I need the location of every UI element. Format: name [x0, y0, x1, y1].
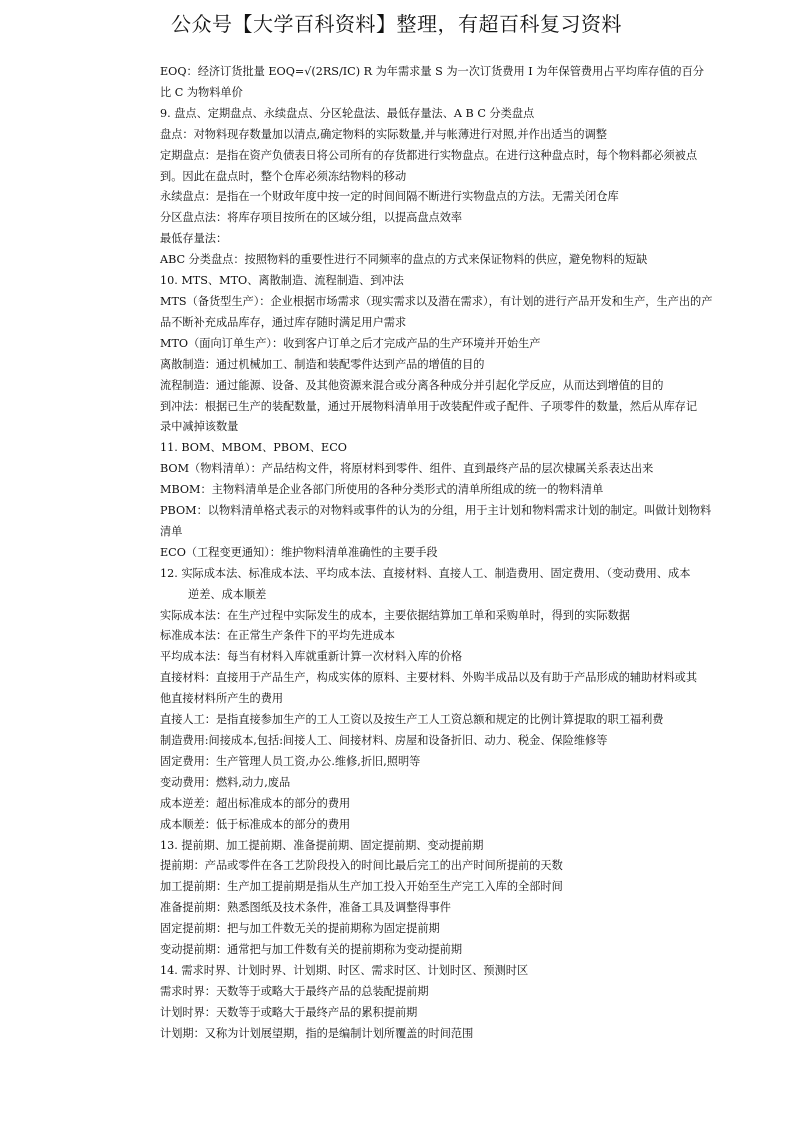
- text-line: 成本逆差：超出标准成本的部分的费用: [160, 796, 351, 810]
- text-line: 需求时界：天数等于或略大于最终产品的总装配提前期: [160, 984, 429, 998]
- text-line: 分区盘点法：将库存项目按所在的区域分组，以提高盘点效率: [160, 211, 463, 225]
- text-line: 品不断补充成品库存，通过库存随时满足用户需求: [160, 315, 407, 329]
- text-line: 固定费用：生产管理人员工资,办公.维修,折旧,照明等: [160, 754, 421, 768]
- text-line: 盘点：对物料现存数量加以清点,确定物料的实际数量,并与帐薄进行对照,并作出适当的调整: [160, 127, 607, 141]
- text-line: 变动提前期：通常把与加工件数有关的提前期称为变动提前期: [160, 943, 463, 957]
- text-line: EOQ：经济订货批量 EOQ=√(2RS/IC) R 为年需求量 S 为一次订货费用 I 为年保管费用占平均库存值的百分: [160, 65, 704, 78]
- text-line: 流程制造：通过能源、设备、及其他资源来混合或分离各种成分并引起化学反应，从而达到增值的目的: [160, 378, 664, 392]
- text-line: 变动费用：燃料,动力,废品: [160, 775, 291, 789]
- text-line: 制造费用:间接成本,包括:间接人工、间接材料、房屋和设备折旧、动力、税金、保险维修等: [160, 734, 608, 747]
- text-line: MBOM：主物料清单是企业各部门所使用的各种分类形式的清单所组成的统一的物料清单: [160, 483, 604, 497]
- text-line: MTO（面向订单生产）：收到客户订单之后才完成产品的生产环境并开始生产: [160, 336, 541, 350]
- text-line: 实际成本法：在生产过程中实际发生的成本，主要依据结算加工单和采购单时，得到的实际数据: [160, 608, 630, 622]
- text-line: 加工提前期：生产加工提前期是指从生产加工投入开始至生产完工入库的全部时间: [160, 880, 563, 894]
- text-line: ECO（工程变更通知）：维护物料清单准确性的主要手段: [160, 545, 438, 559]
- text-line: 离散制造：通过机械加工、制造和装配零件达到产品的增值的目的: [160, 357, 485, 371]
- text-line: 比 C 为物料单价: [160, 85, 243, 99]
- text-line: 他直接材料所产生的费用: [160, 692, 284, 706]
- text-line: 12. 实际成本法、标准成本法、平均成本法、直接材料、直接人工、制造费用、固定费用、（变动费用、成本: [160, 566, 691, 580]
- text-line: 14. 需求时界、计划时界、计划期、时区、需求时区、计划时区、预测时区: [160, 963, 529, 977]
- text-line: 13. 提前期、加工提前期、准备提前期、固定提前期、变动提前期: [160, 838, 484, 852]
- text-line: 最低存量法：: [160, 232, 228, 246]
- text-line: 9. 盘点、定期盘点、永续盘点、分区轮盘法、最低存量法、A B C 分类盘点: [160, 106, 535, 120]
- text-line: MTS（备货型生产）：企业根据市场需求（现实需求以及潜在需求），有计划的进行产品开发和生产，生产出的产: [160, 294, 713, 308]
- text-line: 标准成本法：在正常生产条件下的平均先进成本: [160, 629, 395, 643]
- text-line: 直接材料：直接用于产品生产，构成实体的原料、主要材料、外购半成品以及有助于产品形成的辅助材料或其: [160, 671, 698, 685]
- document-body: [160, 62, 740, 1045]
- page-header-title: 公众号【大学百科资料】整理，有超百科复习资料: [171, 12, 622, 36]
- text-line: 计划时界：天数等于或略大于最终产品的累积提前期: [160, 1005, 418, 1019]
- text-line: 提前期：产品或零件在各工艺阶段投入的时间比最后完工的出产时间所提前的天数: [160, 859, 563, 873]
- text-line: 清单: [160, 524, 183, 538]
- text-line: 逆差、成本顺差: [188, 587, 267, 601]
- text-line: 准备提前期：熟悉图纸及技术条件，准备工具及调整得事件: [160, 901, 451, 915]
- text-line: 到。因此在盘点时，整个仓库必须冻结物料的移动: [160, 169, 407, 183]
- text-line: 永续盘点：是指在一个财政年度中按一定的时间间隔不断进行实物盘点的方法。无需关闭仓库: [160, 190, 619, 204]
- text-line: 11. BOM、MBOM、PBOM、ECO: [160, 441, 347, 455]
- text-line: 定期盘点：是指在资产负债表日将公司所有的存货都进行实物盘点。在进行这种盘点时，每个物料都必须被点: [160, 148, 698, 162]
- text-line: 10. MTS、MTO、离散制造、流程制造、到冲法: [160, 274, 404, 288]
- text-line: 固定提前期：把与加工件数无关的提前期称为固定提前期: [160, 922, 440, 936]
- text-line: ABC 分类盘点：按照物料的重要性进行不同频率的盘点的方式来保证物料的供应，避免物料的短缺: [160, 253, 648, 267]
- text-line: 直接人工：是指直接参加生产的工人工资以及按生产工人工资总额和规定的比例计算提取的职工福利费: [160, 713, 664, 727]
- text-line: 计划期：又称为计划展望期，指的是编制计划所覆盖的时间范围: [160, 1026, 474, 1040]
- text-line: 录中减掉该数量: [160, 420, 239, 434]
- text-line: 到冲法：根据已生产的装配数量，通过开展物料清单用于改装配件或子配件、子项零件的数量，然后从库存记: [160, 399, 698, 413]
- text-line: 平均成本法：每当有材料入库就重新计算一次材料入库的价格: [160, 650, 463, 664]
- text-line: BOM（物料清单）：产品结构文件，将原材料到零件、组件、直到最终产品的层次棣属关系表达出来: [160, 462, 654, 476]
- text-line: PBOM：以物料清单格式表示的对物料或事件的认为的分组，用于主计划和物料需求计划的制定。叫做计划物料: [160, 504, 712, 518]
- text-line: 成本顺差：低于标准成本的部分的费用: [160, 817, 351, 831]
